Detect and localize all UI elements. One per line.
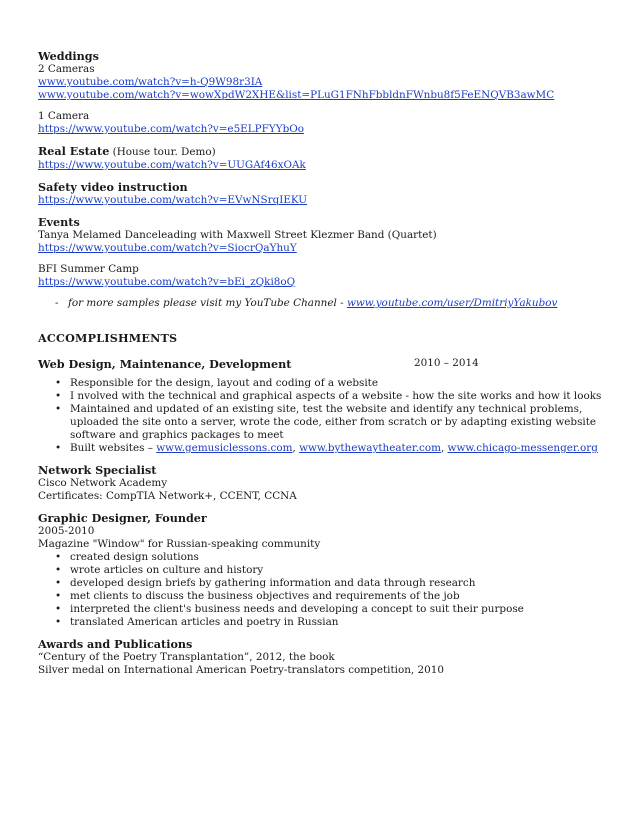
site-link-chicago-messenger[interactable]: www.chicago-messenger.org xyxy=(447,442,598,454)
wedding-video-link-3[interactable]: https://www.youtube.com/watch?v=e5ELPFYYbOo xyxy=(38,123,305,135)
events-desc: Tanya Melamed Danceleading with Maxwell Street Klezmer Band (Quartet) xyxy=(38,229,437,241)
youtube-channel-link[interactable]: www.youtube.com/user/DmitriyYakubov xyxy=(346,297,558,309)
built-websites-prefix: Built websites – xyxy=(70,442,157,454)
events-link[interactable]: https://www.youtube.com/watch?v=SiocrQaYhuY xyxy=(38,242,297,254)
list-item-line: • Maintained and updated of an existing site, test the website and identify any technical problems, xyxy=(70,403,583,415)
awards-title: Awards and Publications xyxy=(38,637,193,651)
accomplishments-heading: ACCOMPLISHMENTS xyxy=(38,331,178,345)
list-item: • wrote articles on culture and history xyxy=(38,564,608,577)
site-link-bythewaytheater[interactable]: www.bythewaytheater.com xyxy=(299,442,441,454)
graphic-title: Graphic Designer, Founder xyxy=(38,511,207,525)
list-item: • interpreted the client's business needs and developing a concept to suit their purpose xyxy=(38,603,608,616)
awards-item-2: Silver medal on International American Poetry-translators competition, 2010 xyxy=(38,664,444,676)
real-estate-link[interactable]: https://www.youtube.com/watch?v=UUGAf46xOAk xyxy=(38,159,306,171)
site-link-gemusiclessons[interactable]: www.gemusiclessons.com xyxy=(156,442,293,454)
graphic-org: Magazine "Window" for Russian-speaking community xyxy=(38,538,321,550)
real-estate-title: Real Estate xyxy=(38,144,110,158)
list-item: • met clients to discuss the business objectives and requirements of the job xyxy=(38,590,608,603)
list-item: • Responsible for the design, layout and coding of a website xyxy=(38,377,608,390)
safety-link[interactable]: https://www.youtube.com/watch?v=EVwNSrqIEKU xyxy=(38,194,308,206)
separator: , xyxy=(440,442,448,454)
web-bullet-list xyxy=(38,377,608,455)
graphic-bullet-list xyxy=(38,551,608,629)
awards-item-1: “Century of the Poetry Transplantation”, 2012, the book xyxy=(38,651,335,663)
list-item-line: software and graphics packages to meet xyxy=(70,429,284,441)
web-job-dates: 2010 – 2014 xyxy=(414,357,479,369)
list-item xyxy=(38,442,608,455)
list-item-line: uploaded the site onto a server, wrote the code, either from scratch or by adapting existing website xyxy=(70,416,597,428)
bfi-link[interactable]: https://www.youtube.com/watch?v=bEi_zQki8oQ xyxy=(38,276,296,288)
wedding-video-link-1[interactable]: www.youtube.com/watch?v=h-Q9W98r3IA xyxy=(38,76,263,88)
network-org: Cisco Network Academy xyxy=(38,477,168,489)
list-item xyxy=(38,403,608,442)
list-item: • developed design briefs by gathering information and data through research xyxy=(38,577,608,590)
safety-title: Safety video instruction xyxy=(38,180,188,194)
list-item: • translated American articles and poetry in Russian xyxy=(38,616,608,629)
wedding-video-link-2[interactable]: www.youtube.com/watch?v=wowXpdW2XHE&list=PLuG1FNhFbbldnFWnbu8f5FeENQVB3awMC xyxy=(38,89,555,101)
dash-marker: - xyxy=(55,297,59,309)
weddings-title: Weddings xyxy=(38,49,99,63)
real-estate-note: (House tour. Demo) xyxy=(109,146,216,158)
web-job-title: Web Design, Maintenance, Development xyxy=(38,357,292,371)
network-certs: Certificates: CompTIA Network+, CCENT, CCNA xyxy=(38,490,297,502)
more-samples-line xyxy=(38,297,608,310)
separator: , xyxy=(292,442,300,454)
list-item: • created design solutions xyxy=(38,551,608,564)
one-camera-label: 1 Camera xyxy=(38,110,90,122)
resume-page xyxy=(38,49,608,677)
network-title: Network Specialist xyxy=(38,463,157,477)
two-cameras-label: 2 Cameras xyxy=(38,63,95,75)
more-samples-text: for more samples please visit my YouTube Channel - xyxy=(68,297,347,309)
graphic-dates: 2005-2010 xyxy=(38,525,95,537)
events-title: Events xyxy=(38,215,80,229)
list-item: • I nvolved with the technical and graphical aspects of a website - how the site works and how it looks xyxy=(38,390,608,403)
bfi-label: BFI Summer Camp xyxy=(38,263,139,275)
